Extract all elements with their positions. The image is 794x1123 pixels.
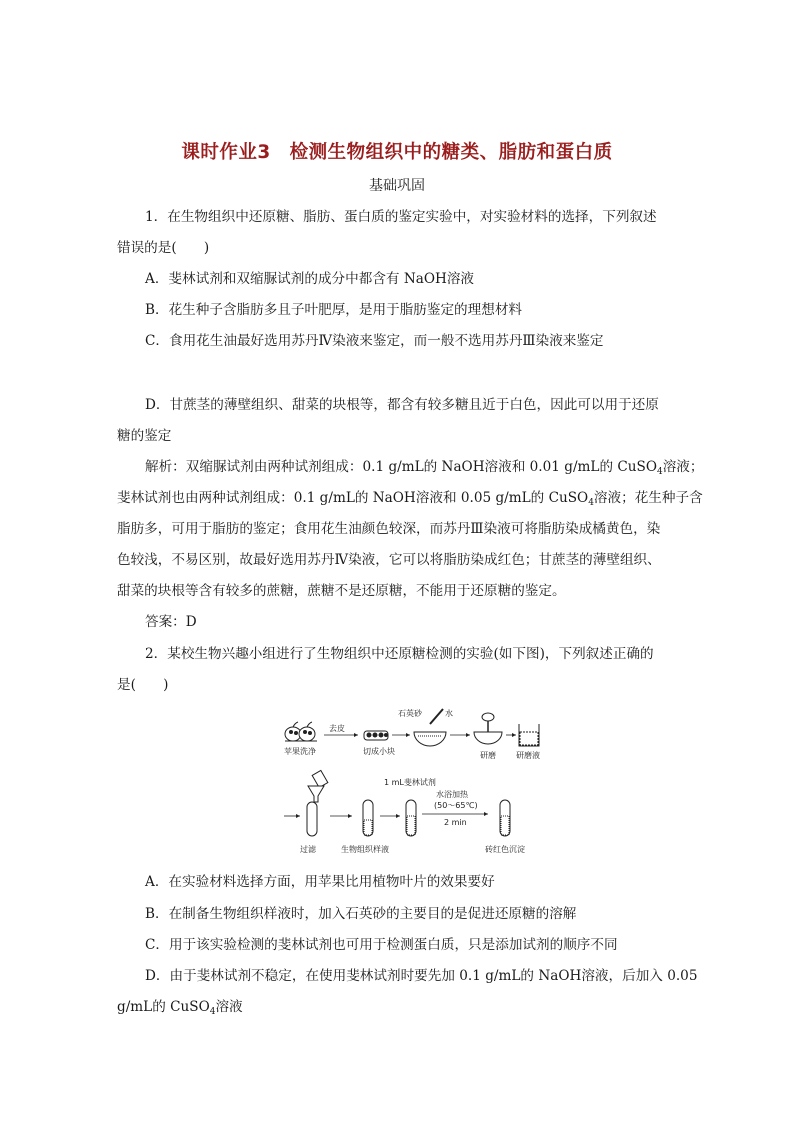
- arrowhead: [466, 733, 470, 737]
- exp-2a: 斐林试剂也由两种试剂组成：0.1 g/mL的 NaOH溶液和 0.05 g/mL的 CuSO: [117, 490, 589, 506]
- label-precipitate: 砖红色沉淀: [485, 845, 525, 854]
- q1-option-c: C．食用花生油最好选用苏丹Ⅳ染液来鉴定，而一般不选用苏丹Ⅲ染液来鉴定: [145, 333, 604, 349]
- q1-option-d-line1: D．甘蔗茎的薄壁组织、甜菜的块根等，都含有较多糖且近于白色，因此可以用于还原: [145, 397, 659, 413]
- section-heading: 基础巩固: [369, 178, 425, 194]
- q1-option-d-line2: 糖的鉴定: [117, 428, 172, 444]
- arrowhead: [396, 814, 400, 818]
- q1-explanation-line3: 脂肪多，可用于脂肪的鉴定；食用花生油颜色较深，而苏丹Ⅲ染液可将脂肪染成橘黄色，染: [117, 521, 661, 537]
- reagent-tube-icon: [406, 800, 416, 836]
- label-peel: 去皮: [329, 724, 345, 733]
- q1-explanation-line1: [145, 458, 703, 481]
- label-filter: 过滤: [300, 845, 316, 854]
- arrowhead: [406, 733, 410, 737]
- q2-stem-line1: 2．某校生物兴趣小组进行了生物组织中还原糖检测的实验(如下图)，下列叙述正确的: [145, 646, 654, 662]
- subscript-4: 4: [588, 498, 594, 508]
- exp-2b: 溶液；花生种子含: [593, 490, 703, 506]
- q1-stem-line1: 1．在生物组织中还原糖、脂肪、蛋白质的鉴定实验中，对实验材料的选择，下列叙述: [145, 209, 657, 225]
- label-grind-liquid: 研磨液: [516, 751, 540, 760]
- grinding-mortar-icon: [474, 713, 502, 744]
- apple-icon: [285, 722, 317, 741]
- sample-tube-icon: [363, 800, 373, 836]
- apple-pieces-icon: [364, 731, 388, 740]
- exp-1a: 解析：双缩脲试剂由两种试剂组成：0.1 g/mL的 NaOH溶液和 0.01 g/mL的 CuSO: [145, 459, 657, 475]
- label-apple-wash: 苹果洗净: [284, 747, 316, 756]
- q2-option-c: C．用于该实验检测的斐林试剂也可用于检测蛋白质，只是添加试剂的顺序不同: [145, 937, 618, 953]
- page-title: 课时作业3 检测生物组织中的糖类、脂肪和蛋白质: [181, 142, 613, 163]
- q1-option-b: B．花生种子含脂肪多且子叶肥厚，是用于脂肪鉴定的理想材料: [145, 302, 523, 318]
- q1-answer: 答案：D: [145, 614, 197, 630]
- result-tube-icon: [500, 800, 510, 836]
- label-water: 水: [445, 709, 453, 718]
- funnel-tube-icon: [307, 770, 328, 836]
- d2b: 溶液: [215, 999, 243, 1015]
- arrowhead: [296, 814, 300, 818]
- d2a: g/mL的 CuSO: [117, 999, 210, 1015]
- label-fehling: 1 mL斐林试剂: [384, 778, 436, 787]
- q2-option-d-line1: D．由于斐林试剂不稳定，在使用斐林试剂时要先加 0.1 g/mL的 NaOH溶液，后加入 0.05: [145, 968, 698, 984]
- q1-option-a: A．斐林试剂和双缩脲试剂的成分中都含有 NaOH溶液: [145, 271, 475, 287]
- subscript-4: 4: [656, 467, 663, 477]
- q2-stem-line2: 是( ): [117, 677, 169, 693]
- label-time: 2 min: [444, 818, 467, 827]
- experiment-diagram: [280, 704, 540, 856]
- exp-1b: 溶液；: [662, 459, 704, 475]
- beaker-icon: [519, 724, 539, 746]
- q1-stem-line2: 错误的是( ): [117, 240, 210, 256]
- q1-explanation-line4: 色较浅，不易区别，故最好选用苏丹Ⅳ染液，它可以将脂肪染成红色；甘蔗茎的薄壁组织、: [117, 552, 661, 568]
- arrowhead: [484, 812, 488, 816]
- q2-option-a: A．在实验材料选择方面，用苹果比用植物叶片的效果要好: [145, 874, 495, 890]
- label-grind: 研磨: [480, 751, 496, 760]
- q2-option-b: B．在制备生物组织样液时，加入石英砂的主要目的是促进还原糖的溶解: [145, 906, 577, 922]
- arrowhead: [348, 814, 352, 818]
- label-quartz: 石英砂: [398, 709, 422, 718]
- label-bath: 水浴加热: [436, 790, 468, 799]
- q1-explanation-line5: 甜菜的块根等含有较多的蔗糖，蔗糖不是还原糖，不能用于还原糖的鉴定。: [117, 583, 566, 599]
- label-sample: 生物组织样液: [341, 845, 389, 854]
- arrowhead: [354, 733, 358, 737]
- label-temp: (50～65℃): [434, 801, 478, 810]
- q1-explanation-line2: [117, 489, 703, 512]
- arrowhead: [512, 733, 516, 737]
- q2-option-d-line2: [117, 998, 243, 1021]
- subscript-4: 4: [209, 1007, 216, 1017]
- label-cut: 切成小块: [363, 747, 395, 756]
